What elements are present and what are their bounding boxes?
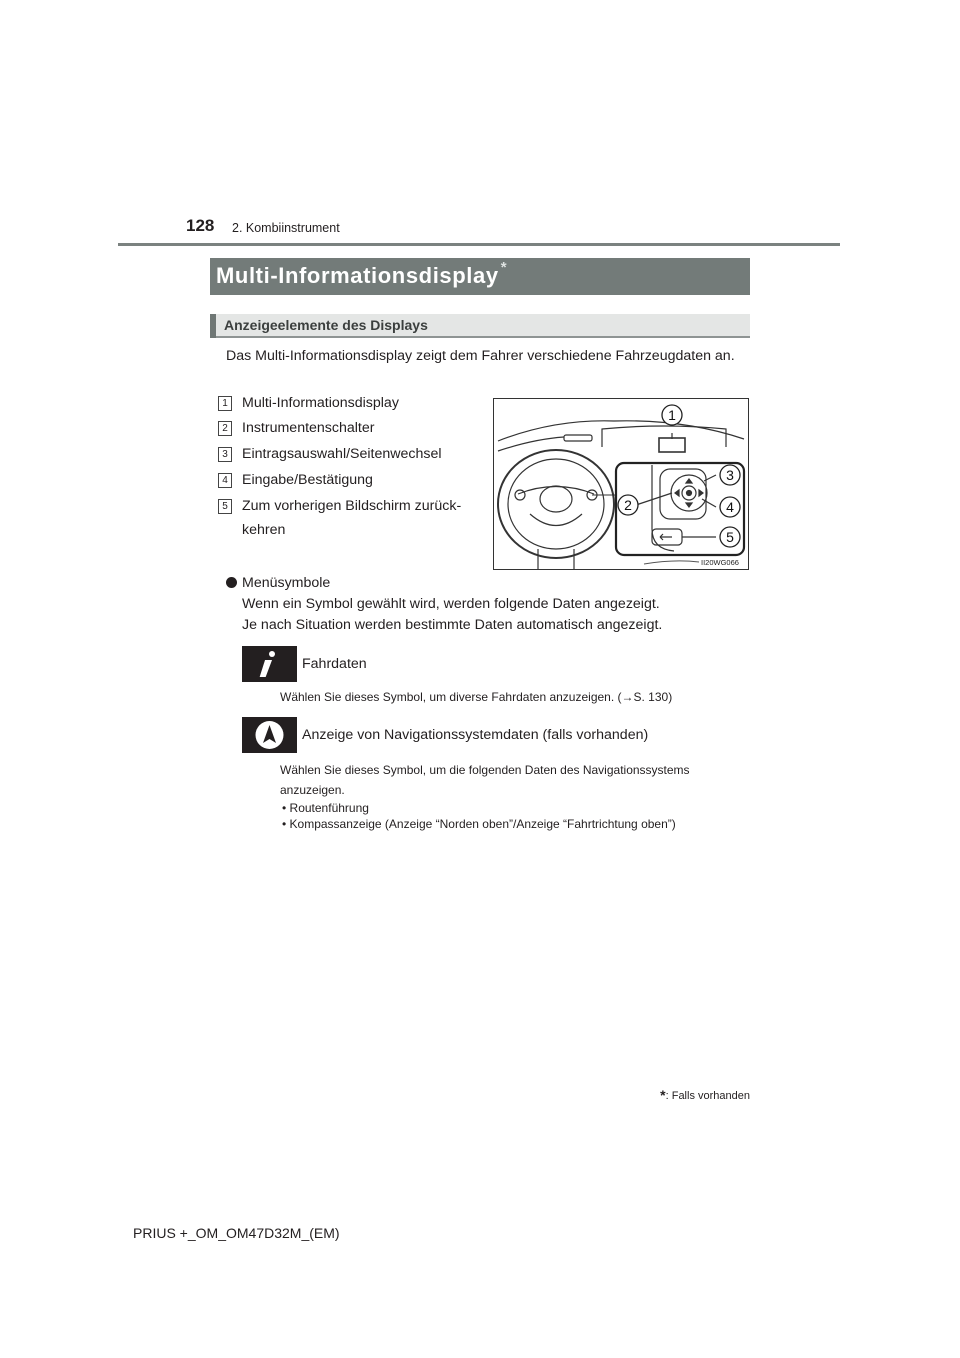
navigation-arrow-icon [242,717,297,753]
intro-paragraph: Das Multi-Informationsdisplay zeigt dem Fahrer verschiedene Fahrzeugdaten an. [226,348,735,364]
navigation-bullet: • Kompassanzeige (Anzeige “Norden oben”/Anzeige “Fahrtrichtung oben”) [282,817,676,831]
figure-callout-label: 1 [668,407,676,423]
figure-callout-label: 4 [726,499,734,515]
item-number: 2 [218,421,232,436]
footer-document-code: PRIUS +_OM_OM47D32M_(EM) [133,1225,340,1241]
item-text: Instrumentenschalter [242,420,375,436]
footnote-text: : Falls vorhanden [665,1090,750,1102]
figure-callout-label: 3 [726,467,734,483]
icon-label-navigation: Anzeige von Navigationssystemdaten (falls vorhanden) [302,727,649,743]
bullet-icon [226,577,237,588]
menu-line-2: Je nach Situation werden bestimmte Daten automatisch angezeigt. [242,617,663,633]
info-i-icon [242,646,297,682]
navigation-bullet: • Routenführung [282,801,369,815]
item-text: Eintragsauswahl/Seitenwechsel [242,446,442,462]
menu-symbols-block [226,573,662,636]
list-item [218,494,461,542]
icon-label-fahrdaten: Fahrdaten [302,656,367,672]
footnote [590,1087,750,1103]
item-text: Multi-Informationsdisplay [242,395,399,411]
steering-wheel-illustration [494,399,748,569]
figure-callout-label: 2 [624,497,632,513]
item-text: Eingabe/Bestätigung [242,472,373,488]
subsection-title: Anzeigeelemente des Displays [224,317,428,333]
item-number: 4 [218,473,232,488]
item-text: Zum vorherigen Bildschirm zurück- kehren [242,498,462,538]
header-rule [118,243,840,246]
figure-callout-label: 5 [726,529,734,545]
navigation-desc-text: Wählen Sie dieses Symbol, um die folgenden Daten des Navigationssystems anzuzeigen. [280,763,690,797]
item-number: 1 [218,396,232,411]
list-item [218,391,399,415]
section-title-bar [210,258,750,295]
menu-heading-line [226,573,662,594]
menu-heading: Menüsymbole [242,575,331,591]
list-item [218,442,442,466]
item-number: 3 [218,447,232,462]
list-item [218,468,373,492]
section-title: Multi-Informationsdisplay * [216,259,508,288]
list-item [218,416,374,440]
subsection-bar [210,314,750,338]
icon-description-navigation [280,760,750,832]
page-number: 128 [186,216,215,235]
subsection-accent [210,314,216,338]
steering-wheel-figure [493,398,749,570]
section-title-mark: * [500,259,508,276]
menu-line-1: Wenn ein Symbol gewählt wird, werden folgende Daten angezeigt. [242,596,660,612]
icon-description-fahrdaten: Wählen Sie dieses Symbol, um diverse Fahrdaten anzuzeigen. (→S. 130) [280,690,673,704]
item-number: 5 [218,499,232,514]
figure-code: II20WG066 [701,558,739,567]
chapter-title: 2. Kombiinstrument [232,221,340,235]
footnote-mark: * [660,1087,666,1103]
